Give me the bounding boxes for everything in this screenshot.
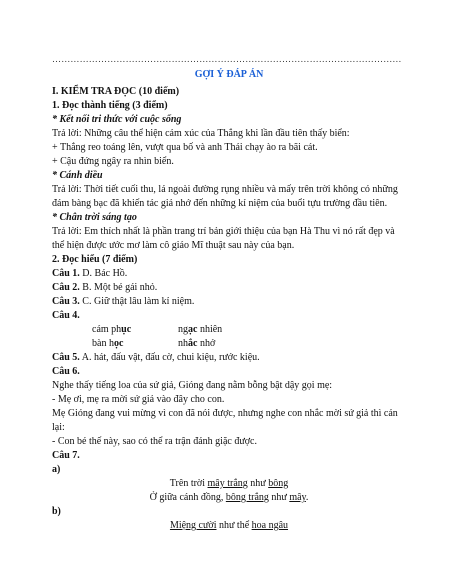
answer-chan-troi: Trả lời: Em thích nhất là phần trang trí bản giới thiệu của bạn Hà Thu vì nó rất đẹp và thể hiện được ước mơ làm cô giáo Mĩ thuật sau này của bạn. (52, 226, 395, 251)
answer-canh-dieu: Trả lời: Thời tiết cuối thu, lá ngoài đường rụng nhiều và mấy trên trời không có những đám bàng bạc đã khiến tác giả nhớ đến những kỉ niệm của buổi tựu trường đầu tiên. (52, 184, 398, 209)
question-7-label: Câu 7. (52, 450, 80, 461)
question-5: Câu 5. A. hát, đấu vật, đấu cờ, chui kiệu, rước kiệu. (52, 352, 260, 363)
answer-ket-noi: Trả lời: Những câu thể hiện cảm xúc của Thắng khi lần đầu tiên thấy biển: (52, 128, 350, 139)
poem-b-line1: Miệng cười như thể hoa ngâu (169, 520, 289, 531)
heading-ket-noi: * Kết nối tri thức với cuộc sống (52, 114, 182, 125)
question-6-label: Câu 6. (52, 366, 80, 377)
question-7-part-a: a) (52, 464, 61, 475)
question-4-label: Câu 4. (52, 310, 80, 321)
answer-ket-noi-line1: + Thắng reo toáng lên, vượt qua bố và anh Thái chạy ào ra bãi cát. (52, 142, 318, 153)
question-4-row1: cám phục ngạc nhiên (92, 324, 223, 335)
poem-a-line2: Ở giữa cánh đồng, bông trắng như mây. (149, 492, 309, 503)
answer-title: GỢI Ý ĐÁP ÁN (194, 69, 264, 80)
question-4-row2: bàn học nhắc nhở (92, 338, 216, 349)
part-reading-comprehension: 2. Đọc hiểu (7 điểm) (52, 254, 138, 265)
dotted-divider: …………………………………………………………………………………………………… (52, 54, 402, 64)
question-2: Câu 2. B. Một bé gái nhỏ. (52, 282, 158, 293)
poem-a-line1: Trên trời mây trắng như bông (169, 478, 289, 489)
question-3: Câu 3. C. Giữ thật lâu làm kỉ niệm. (52, 296, 195, 307)
heading-canh-dieu: * Cánh diều (52, 170, 103, 181)
question-6-line2: - Mẹ ơi, mẹ ra mời sứ giả vào đây cho con. (52, 394, 225, 405)
question-6-line4: - Con bé thế này, sao có thể ra trận đánh giặc được. (52, 436, 257, 447)
question-6-line3: Mẹ Gióng đang vui mừng vì con đã nói được, nhưng nghe con nhắc mời sứ giả thì cản lại: (52, 408, 398, 433)
section-reading-test: I. KIỂM TRA ĐỌC (10 điểm) (52, 86, 180, 97)
question-1: Câu 1. D. Bác Hồ. (52, 268, 128, 279)
answer-ket-noi-line2: + Cậu đứng ngây ra nhìn biển. (52, 156, 174, 167)
question-6-line1: Nghe thấy tiếng loa của sứ giả, Gióng đang nằm bỗng bật dậy gọi mẹ: (52, 380, 333, 391)
document-page (52, 52, 406, 533)
part-read-aloud: 1. Đọc thành tiếng (3 điểm) (52, 100, 168, 111)
heading-chan-troi: * Chân trời sáng tạo (52, 212, 137, 223)
question-7-part-b: b) (52, 506, 61, 517)
